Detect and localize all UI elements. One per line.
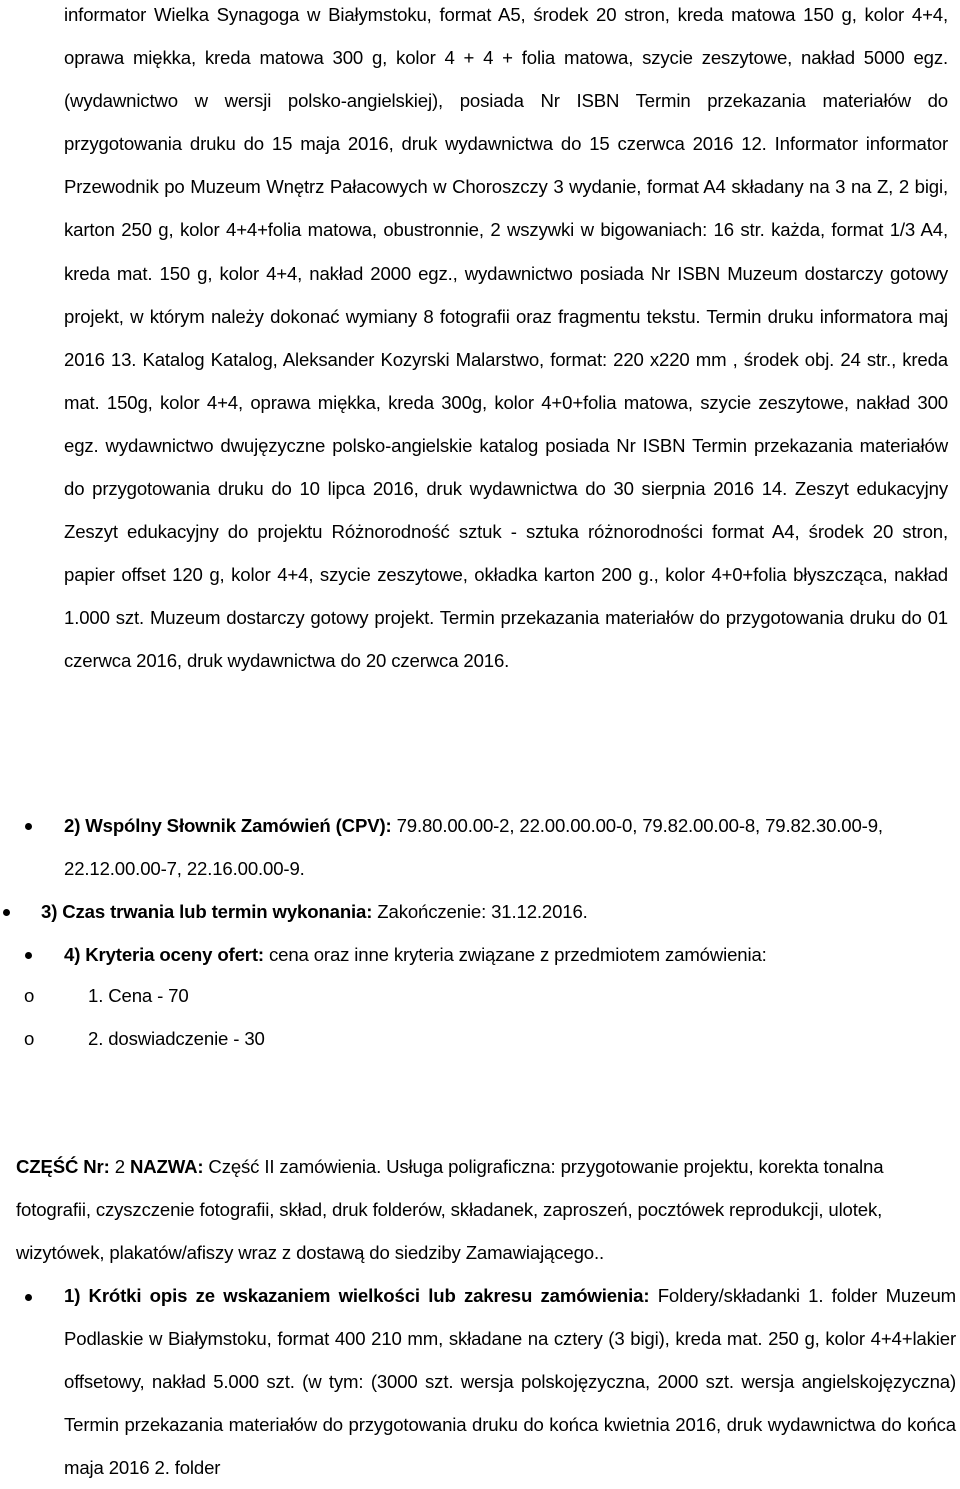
part-name-label: NAZWA: bbox=[129, 1156, 204, 1177]
sub-item-experience: 2. doswiadczenie - 30 bbox=[88, 1028, 265, 1049]
bullet-icon bbox=[25, 952, 32, 959]
short-description-label: 1) Krótki opis ze wskazaniem wielkości lub zakresu zamówienia: bbox=[64, 1285, 650, 1306]
list-item-criteria bbox=[64, 933, 954, 976]
sub-item-price: 1. Cena - 70 bbox=[88, 985, 189, 1006]
short-description-value: Foldery/składanki 1. folder Muzeum Podlaskie w Białymstoku, format 400 210 mm, składane na cztery (3 bigi), kreda mat. 250 g, kolor 4+4+lakier offsetowy, nakład 5.000 szt. (w tym: (3000 szt. wersja polskojęzyczna, 2000 szt. wersja angielskojęzyczna) Termin przekazania materiałów do przygotowania druku do końca kwietnia 2016, druk wydawnictwa do końca maja 2016 2. folder bbox=[64, 1285, 956, 1479]
part-label: CZĘŚĆ Nr: bbox=[16, 1156, 110, 1177]
duration-label: 3) Czas trwania lub termin wykonania: bbox=[41, 901, 373, 922]
criteria-label: 4) Kryteria oceny ofert: bbox=[64, 944, 264, 965]
bullet-icon bbox=[3, 909, 10, 916]
list-item-duration bbox=[41, 890, 941, 933]
duration-value: Zakończenie: 31.12.2016. bbox=[372, 901, 588, 922]
part-2-paragraph bbox=[16, 1145, 956, 1274]
sub-bullet-icon: o bbox=[24, 1028, 35, 1049]
cpv-label: 2) Wspólny Słownik Zamówień (CPV): bbox=[64, 815, 392, 836]
body-paragraph: informator Wielka Synagoga w Białymstoku, format A5, środek 20 stron, kreda matowa 150 g, kolor 4+4, oprawa miękka, kreda matowa 300 g, kolor 4 + 4 + folia matowa, szycie zeszytowe, nakład 5000 egz. (wydawnictwo w wersji polsko-angielskiej), posiada Nr ISBN Termin przekazania materiałów do przygotowania druku do 15 maja 2016, druk wydawnictwa do 15 czerwca 2016 12. Informator informator Przewodnik po Muzeum Wnętrz Pałacowych w Choroszczy 3 wydanie, format A4 składany na 3 na Z, 2 bigi, karton 250 g, kolor 4+4+folia matowa, obustronnie, 2 wszywki w bigowaniach: 16 str. każda, format 1/3 A4, kreda mat. 150 g, kolor 4+4, nakład 2000 egz., wydawnictwo posiada Nr ISBN Muzeum dostarczy gotowy projekt, w którym należy dokonać wymiany 8 fotografii oraz fragmentu tekstu. Termin druku informatora maj 2016 13. Katalog Katalog, Aleksander Kozyrski Malarstwo, format: 220 x220 mm , środek obj. 24 str., kreda mat. 150g, kolor 4+4, oprawa miękka, kreda 300g, kolor 4+0+folia matowa, szycie zeszytowe, nakład 300 egz. wydawnictwo dwujęzyczne polsko-angielskie katalog posiada Nr ISBN Termin przekazania materiałów do przygotowania druku do 10 lipca 2016, druk wydawnictwa do 30 sierpnia 2016 14. Zeszyt edukacyjny Zeszyt edukacyjny do projektu Różnorodność sztuk - sztuka różnorodności format A4, środek 20 stron, papier offset 120 g, kolor 4+4, szycie zeszytowe, okładka karton 200 g., kolor 4+0+folia błyszcząca, nakład 1.000 szt. Muzeum dostarczy gotowy projekt. Termin przekazania materiałów do przygotowania druku do 01 czerwca 2016, druk wydawnictwa do 20 czerwca 2016. bbox=[64, 4, 948, 672]
part-number: 2 bbox=[109, 1156, 130, 1177]
bullet-icon bbox=[25, 823, 32, 830]
cpv-value: 79.80.00.00-2, 22.00.00.00-0, 79.82.00.00-8, 79.82.30.00-9, 22.12.00.00-7, 22.16.00.00-9. bbox=[64, 815, 883, 880]
list-item-short-description bbox=[64, 1274, 956, 1489]
list-item-cpv bbox=[64, 804, 924, 890]
criteria-value: cena oraz inne kryteria związane z przedmiotem zamówienia: bbox=[263, 944, 767, 965]
sub-bullet-icon: o bbox=[24, 985, 35, 1006]
part-description: Część II zamówienia. Usługa poligraficzna: przygotowanie projektu, korekta tonalna fotografii, czyszczenie fotografii, skład, druk folderów, składanek, zaproszeń, pocztówek reprodukcji, ulotek, wizytówek, plakatów/afiszy wraz z dostawą do siedziby Zamawiającego.. bbox=[16, 1156, 884, 1264]
bullet-icon bbox=[25, 1294, 32, 1301]
